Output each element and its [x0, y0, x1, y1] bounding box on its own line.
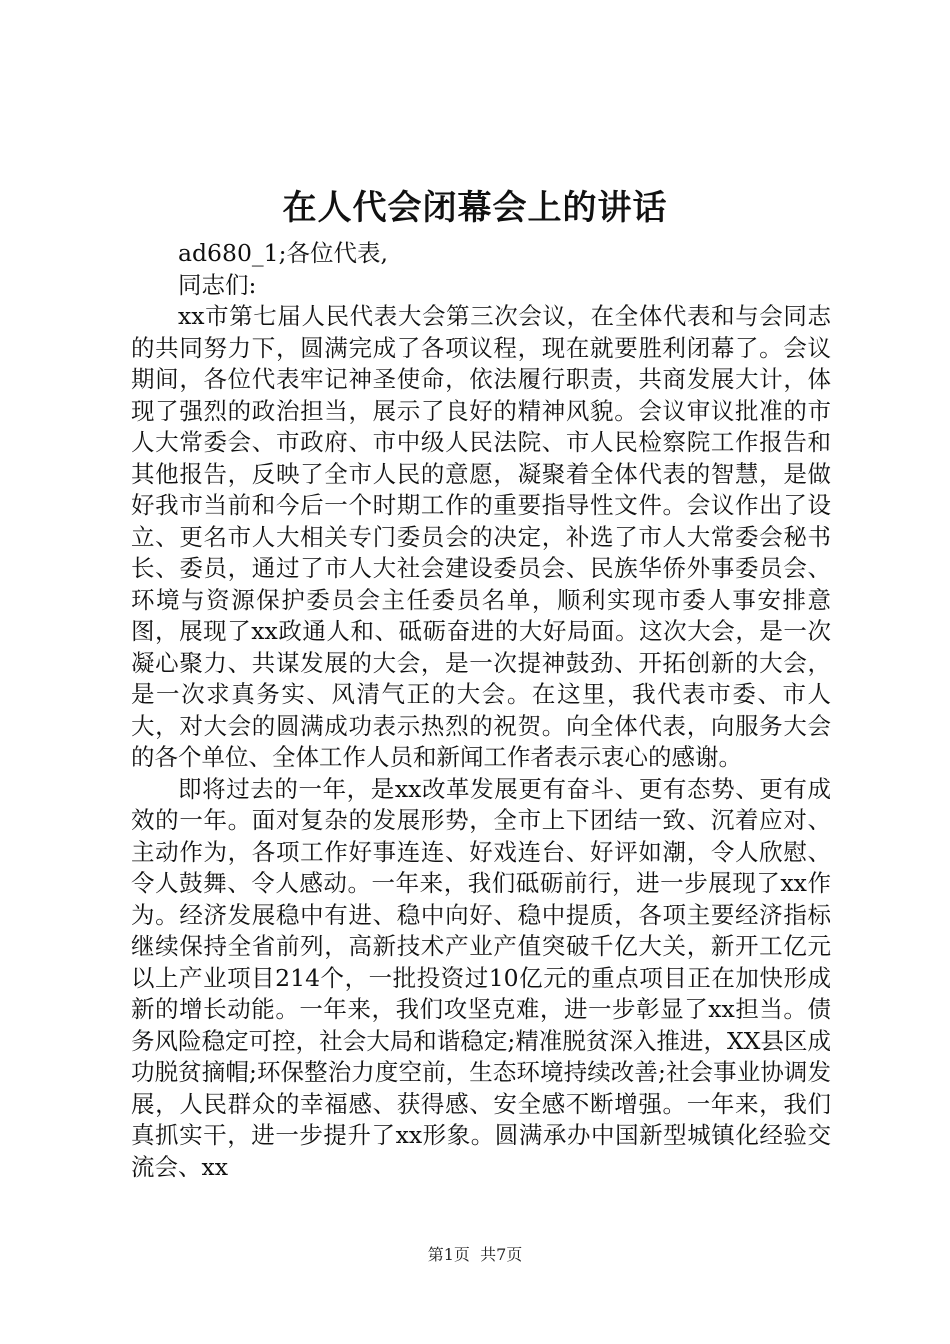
page-number-total: 共7页 — [480, 1245, 523, 1264]
body-paragraph: 即将过去的一年，是xx改革发展更有奋斗、更有态势、更有成效的一年。面对复杂的发展形势，全市上下团结一致、沉着应对、主动作为，各项工作好事连连、好戏连台、好评如潮，令人欣慰、令人鼓舞、令人感动。一年来，我们砥砺前行，进一步展现了xx作为。经济发展稳中有进、稳中向好、稳中提质，各项主要经济指标继续保持全省前列，高新技术产业产值突破千亿大关，新开工亿元以上产业项目214个，一批投资过10亿元的重点项目正在加快形成新的增长动能。一年来，我们攻坚克难，进一步彰显了xx担当。债务风险稳定可控，社会大局和谐稳定;精准脱贫深入推进，XX县区成功脱贫摘帽;环保整治力度空前，生态环境持续改善;社会事业协调发展，人民群众的幸福感、获得感、安全感不断增强。一年来，我们真抓实干，进一步提升了xx形象。圆满承办中国新型城镇化经验交流会、xx — [131, 774, 831, 1181]
document-body — [131, 238, 831, 1183]
page-footer — [0, 1244, 950, 1266]
body-paragraph: xx市第七届人民代表大会第三次会议，在全体代表和与会同志的共同努力下，圆满完成了各项议程，现在就要胜利闭幕了。会议期间，各位代表牢记神圣使命，依法履行职责，共商发展大计，体现了强烈的政治担当，展示了良好的精神风貌。会议审议批准的市人大常委会、市政府、市中级人民法院、市人民检察院工作报告和其他报告，反映了全市人民的意愿，凝聚着全体代表的智慧，是做好我市当前和今后一个时期工作的重要指导性文件。会议作出了设立、更名市人大相关专门委员会的决定，补选了市人大常委会秘书长、委员，通过了市人大社会建设委员会、民族华侨外事委员会、环境与资源保护委员会主任委员名单，顺利实现市委人事安排意图，展现了xx政通人和、砥砺奋进的大好局面。这次大会，是一次凝心聚力、共谋发展的大会，是一次提神鼓劲、开拓创新的大会，是一次求真务实、风清气正的大会。在这里，我代表市委、市人大，对大会的圆满成功表示热烈的祝贺。向全体代表，向服务大会的各个单位、全体工作人员和新闻工作者表示衷心的感谢。 — [131, 302, 831, 771]
page-number-current: 第1页 — [427, 1245, 470, 1264]
salutation-line: 同志们: — [178, 270, 257, 299]
document-title: 在人代会闭幕会上的讲话 — [282, 188, 668, 228]
salutation-line: ad680_1;各位代表, — [178, 239, 388, 267]
